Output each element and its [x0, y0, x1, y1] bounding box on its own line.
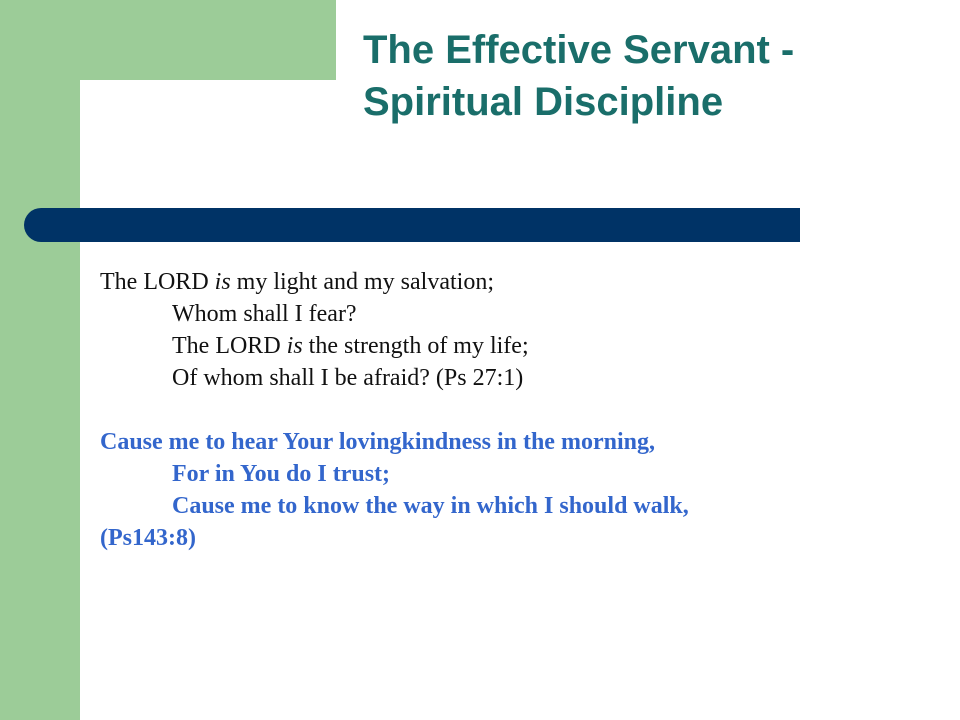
slide-title: [363, 24, 953, 128]
title-line-1: The Effective Servant -: [363, 28, 795, 72]
verse2-line-2: For in You do I trust;: [172, 461, 391, 487]
title-divider-bar: [24, 208, 800, 242]
verse2-line-4: (Ps143:8): [100, 525, 196, 551]
verse1-line-1: The LORD is my light and my salvation;: [100, 269, 494, 295]
verse2-line-3: Cause me to know the way in which I should walk,: [172, 493, 689, 519]
spacer: [100, 394, 940, 426]
verse1-line-4: Of whom shall I be afraid? (Ps 27:1): [172, 365, 524, 391]
slide-body: [100, 266, 940, 554]
verse1-line-2: Whom shall I fear?: [172, 301, 357, 327]
header-green-block: [0, 0, 336, 80]
verse1-line-3: The LORD is the strength of my life;: [172, 333, 529, 359]
sidebar-green-band: [0, 0, 80, 720]
verse2-line-1: Cause me to hear Your lovingkindness in the morning,: [100, 429, 655, 455]
title-line-2: Spiritual Discipline: [363, 80, 724, 124]
content-corner: [80, 80, 200, 200]
